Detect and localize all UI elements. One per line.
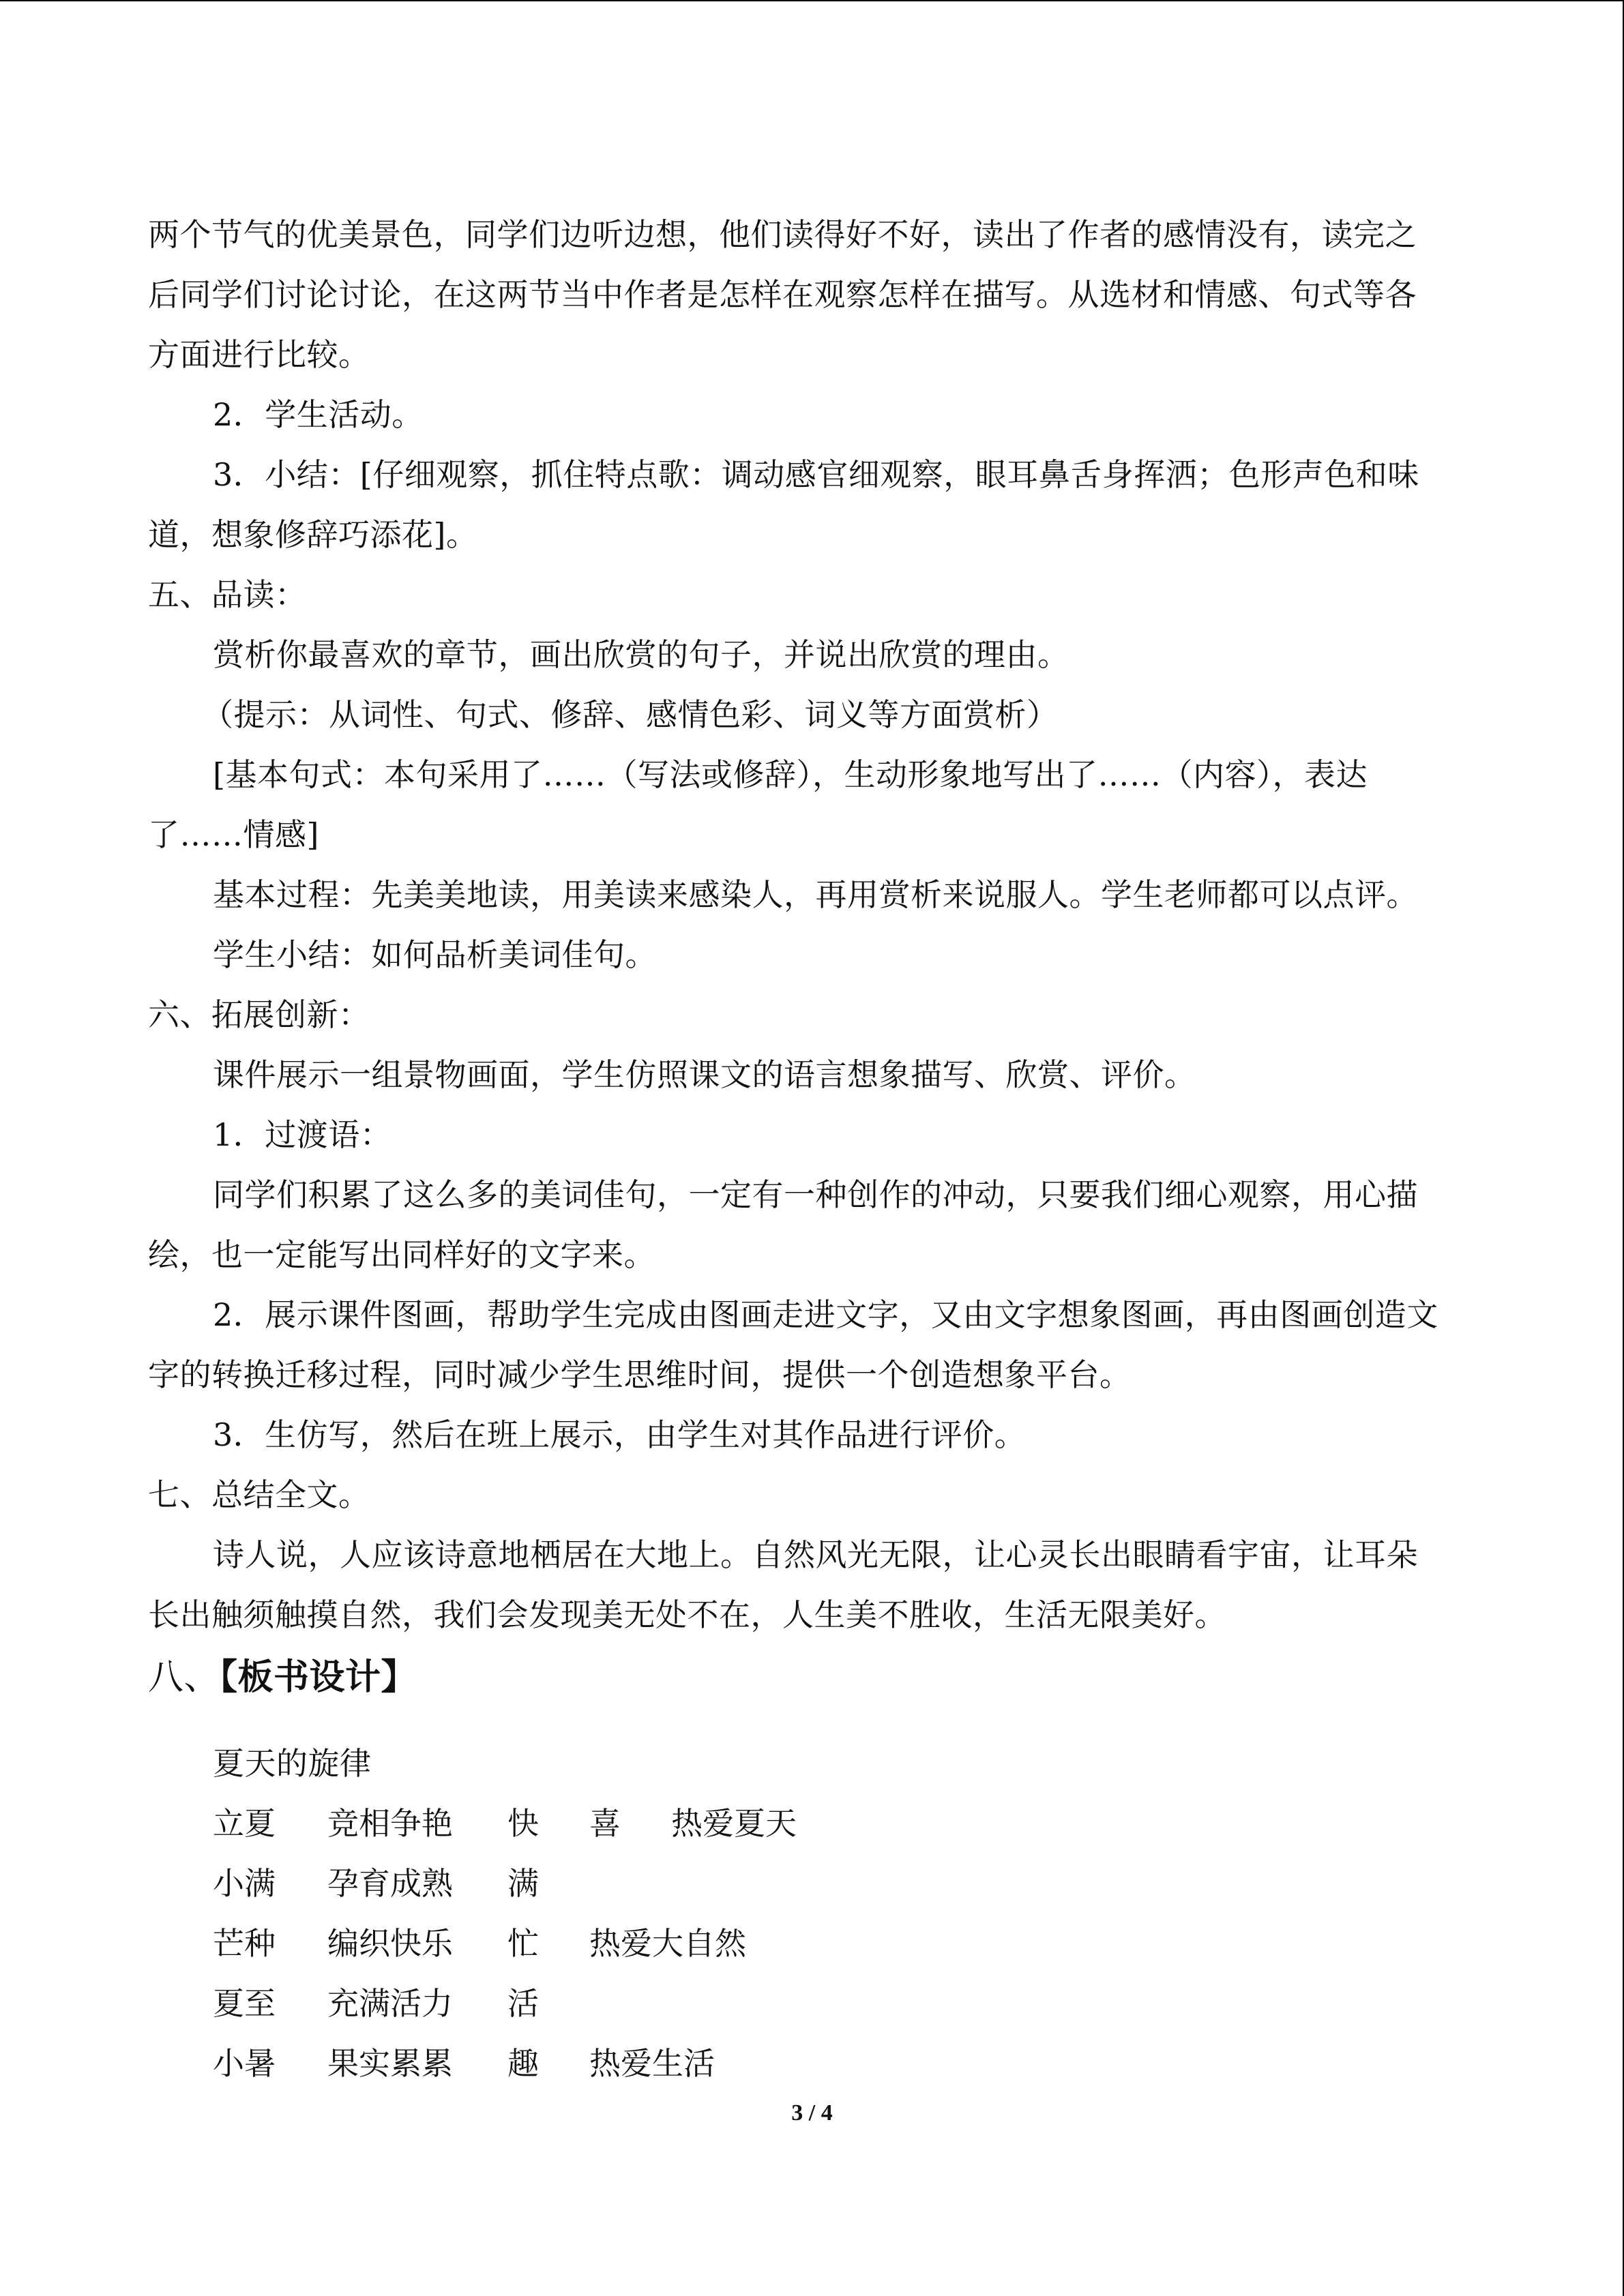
board-cell: 编织快乐 (327, 1925, 453, 1962)
paragraph-line: 字的转换迁移过程，同时减少学生思维时间，提供一个创造想象平台。 (148, 1356, 1132, 1393)
paragraph-line: 同学们积累了这么多的美词佳句，一定有一种创作的冲动，只要我们细心观察，用心描 (213, 1176, 1418, 1213)
board-cell: 忙 (507, 1925, 539, 1962)
board-cell: 立夏 (213, 1805, 276, 1842)
paragraph-line: 基本过程：先美美地读，用美读来感染人，再用赏析来说服人。学生老师都可以点评。 (213, 876, 1418, 913)
board-cell: 热爱大自然 (589, 1925, 746, 1962)
paragraph-line: 两个节气的优美景色，同学们边听边想，他们读得好不好，读出了作者的感情没有，读完之 (148, 216, 1417, 253)
board-cell: 喜 (589, 1805, 621, 1842)
board-title: 夏天的旋律 (213, 1745, 372, 1782)
paragraph-line: 绘，也一定能写出同样好的文字来。 (148, 1236, 655, 1273)
board-cell: 热爱夏天 (671, 1805, 797, 1842)
paragraph-line: 长出触须触摸自然，我们会发现美无处不在，人生美不胜收，生活无限美好。 (148, 1596, 1226, 1633)
paragraph-line: 1．过渡语： (213, 1116, 392, 1153)
board-cell: 热爱生活 (589, 2045, 715, 2082)
board-cell: 快 (507, 1805, 539, 1842)
paragraph-line: 道，想象修辞巧添花]。 (148, 516, 478, 553)
paragraph-line: 3．小结：[仔细观察，抓住特点歌：调动感官细观察，眼耳鼻舌身挥洒；色形声色和味 (213, 456, 1419, 493)
board-cell: 趣 (507, 2045, 539, 2082)
paragraph-line: 了……情感] (148, 816, 319, 853)
board-cell: 果实累累 (327, 2045, 453, 2082)
paragraph-line: 赏析你最喜欢的章节，画出欣赏的句子，并说出欣赏的理由。 (213, 636, 1069, 673)
paragraph-line: 方面进行比较。 (148, 336, 370, 373)
paragraph-line: 学生小结：如何品析美词佳句。 (213, 936, 657, 973)
paragraph-line: 课件展示一组景物画面，学生仿照课文的语言想象描写、欣赏、评价。 (213, 1056, 1196, 1093)
board-cell: 芒种 (213, 1925, 276, 1962)
paragraph-line: [基本句式：本句采用了……（写法或修辞），生动形象地写出了……（内容），表达 (213, 756, 1368, 793)
heading-prefix: 八、 (148, 1657, 220, 1698)
board-cell: 满 (507, 1865, 539, 1902)
board-cell: 孕育成熟 (327, 1865, 453, 1902)
board-cell: 夏至 (213, 1985, 276, 2022)
paragraph-line: 2．学生活动。 (213, 396, 424, 433)
board-cell: 充满活力 (327, 1985, 453, 2022)
paragraph-line: 3．生仿写，然后在班上展示，由学生对其作品进行评价。 (213, 1416, 1027, 1453)
board-cell: 活 (507, 1985, 539, 2022)
section-heading: 五、品读： (148, 576, 307, 613)
section-heading: 七、总结全文。 (148, 1476, 370, 1513)
paragraph-line: 2．展示课件图画，帮助学生完成由图画走进文字，又由文字想象图画，再由图画创造文 (213, 1296, 1438, 1333)
section-heading: 六、拓展创新： (148, 996, 370, 1033)
board-cell: 竞相争艳 (327, 1805, 453, 1842)
board-cell: 小暑 (213, 2045, 276, 2082)
paragraph-line: 后同学们讨论讨论，在这两节当中作者是怎样在观察怎样在描写。从选材和情感、句式等各 (148, 276, 1417, 313)
board-design-heading (148, 1657, 417, 1698)
page-number: 3 / 4 (791, 2100, 833, 2126)
heading-title: 【板书设计】 (220, 1656, 417, 1698)
board-cell: 小满 (213, 1865, 276, 1902)
paragraph-line: 诗人说，人应该诗意地栖居在大地上。自然风光无限，让心灵长出眼睛看宇宙，让耳朵 (213, 1536, 1418, 1573)
paragraph-line: （提示：从词性、句式、修辞、感情色彩、词义等方面赏析） (202, 696, 1059, 733)
